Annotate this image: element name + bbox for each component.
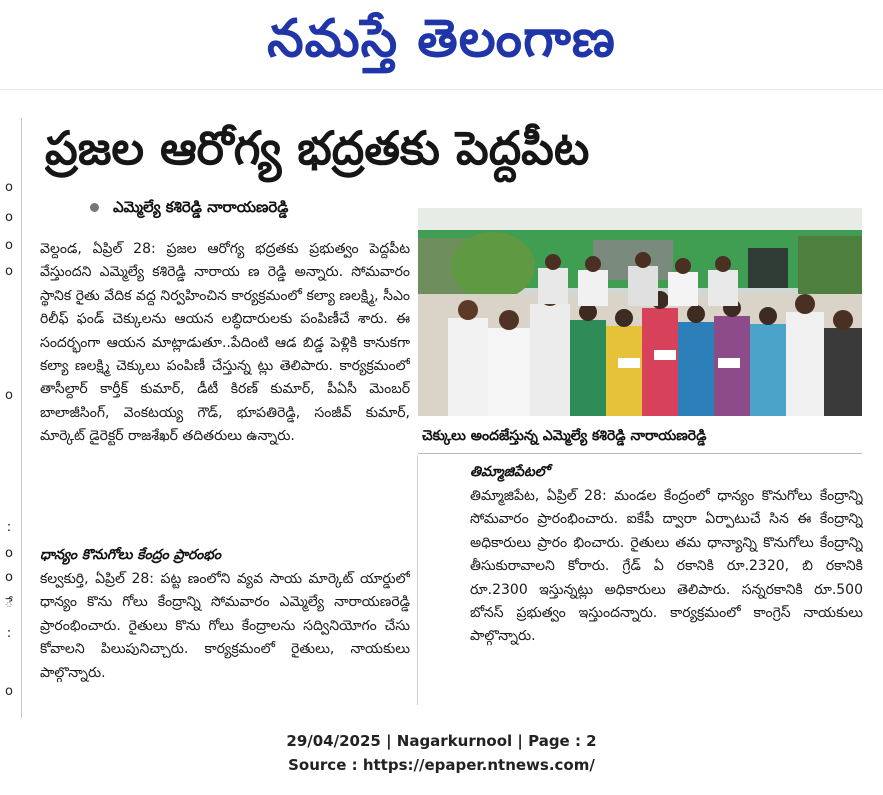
adjacent-column-edge bbox=[0, 118, 26, 718]
article-paragraph: కల్వకుర్తి, ఏప్రిల్ 28: పట్ట ణంలోని వ్యవ సాయ మార్కెట్ యార్డులో ధాన్యం కొను గోలు కేంద్రాన్ని సోమవారం ఎమ్మెల్యే నారాయణరెడ్డి ప్రారంభించారు. రైతులు కొను గోలు కేంద్రాలను సద్వినియోగం చేసు కోవాలని పిలుపునిచ్చారు. కార్యక్రమంలో రైతులు, నాయకులు పాల్గొన్నారు. bbox=[40, 571, 410, 681]
edge-glyph: o bbox=[5, 180, 13, 195]
edge-glyph: o bbox=[5, 264, 13, 279]
article-paragraph: తిమ్మాజిపేట, ఏప్రిల్ 28: మండల కేంద్రంలో ధాన్యం కొనుగోలు కేంద్రాన్ని సోమవారం ప్రారంభించారు. ఐకేపీ ద్వారా ఏర్పాటుచే సిన ఈ కేంద్రాన్ని అధికారులు ప్రారం భించారు. రైతులు తమ ధాన్యాన్ని కొనుగోలు కేంద్రాన్ని తీసుకురావాలని కోరారు. గ్రేడ్ ఏ రకానికి రూ.2320, బి రకానికి రూ.2300 ఇస్తున్నట్లు అధికారులు తెలిపారు. సన్నరకానికి రూ.500 బోనస్ ప్రభుత్వం ఇస్తుందన్నారు. కార్యక్రమంలో కాంగ్రెస్ నాయకులు పాల్గొన్నారు. bbox=[470, 488, 863, 645]
photo-caption: చెక్కులు అందజేస్తున్న ఎమ్మెల్యే కశిరెడ్డి నారాయణరెడ్డి bbox=[418, 418, 862, 454]
section-subhead: తిమ్మాజిపేటలో bbox=[470, 464, 550, 480]
bullet-icon bbox=[90, 203, 99, 212]
edge-glyph: : bbox=[6, 520, 12, 535]
newspaper-masthead: నమస్తే తెలంగాణ bbox=[267, 9, 616, 69]
masthead-divider bbox=[0, 89, 883, 90]
edge-glyph: : bbox=[6, 626, 12, 641]
section-subhead: ధాన్యం కొనుగోలు కేంద్రం ప్రారంభం bbox=[40, 547, 221, 563]
left-column bbox=[40, 238, 410, 718]
group-photo-illustration bbox=[418, 208, 862, 416]
edge-glyph: o bbox=[5, 388, 13, 403]
edge-glyph: o bbox=[5, 684, 13, 699]
edge-glyph: o bbox=[5, 546, 13, 561]
edge-glyph: o bbox=[5, 210, 13, 225]
edition-info: 29/04/2025 | Nagarkurnool | Page : 2 bbox=[286, 732, 597, 750]
article-paragraph: వెల్దండ, ఏప్రిల్ 28: ప్రజల ఆరోగ్య భద్రతకు ప్రభుత్వం పెద్దపీట వేస్తుందని ఎమ్మెల్యే కశిరెడ్డి నారాయ ణ రెడ్డి అన్నారు. సోమవారం స్థానిక రైతు వేదిక వద్ద నిర్వహించిన కార్యక్రమంలో కల్యా ణలక్ష్మి, సీఎం రిలీఫ్ ఫండ్ చెక్కులను ఆయన లబ్ధిదారులకు పంపిణీచే శారు. ఈ సందర్భంగా ఆయన మాట్లాడుతూ..పేదింటి ఆడ బిడ్డ పెళ్లికి కానుకగా కల్యా ణలక్ష్మి చెక్కులు పంపిణీ చేస్తున్న ట్లు తెలిపారు. కార్యక్రమంలో తాసీల్దార్ కార్తీక్ కుమార్, డీటీ కిరణ్ కుమార్, పీఏసీ మెంబర్ బాలాజీసింగ్, వెంకటయ్య గౌడ్, భూపతిరెడ్డి, సంజీవ్ కుమార్, మార్కెట్ డైరెక్టర్ రాజశేఖర్ తదితరులు ఉన్నారు. bbox=[40, 241, 410, 445]
edge-glyph: ే bbox=[5, 596, 13, 611]
news-photo bbox=[418, 208, 862, 416]
right-column bbox=[470, 459, 863, 725]
page-footer bbox=[0, 729, 883, 777]
edge-glyph: o bbox=[5, 570, 13, 585]
edge-glyph: o bbox=[5, 238, 13, 253]
column-rule bbox=[21, 118, 22, 718]
article-byline bbox=[90, 198, 288, 220]
byline-text: ఎమ్మెల్యే కశిరెడ్డి నారాయణరెడ్డి bbox=[113, 198, 289, 216]
article-headline: ప్రజల ఆరోగ్య భద్రతకు పెద్దపీట bbox=[45, 121, 590, 175]
column-divider bbox=[417, 455, 418, 705]
source-link[interactable]: Source : https://epaper.ntnews.com/ bbox=[288, 756, 595, 774]
